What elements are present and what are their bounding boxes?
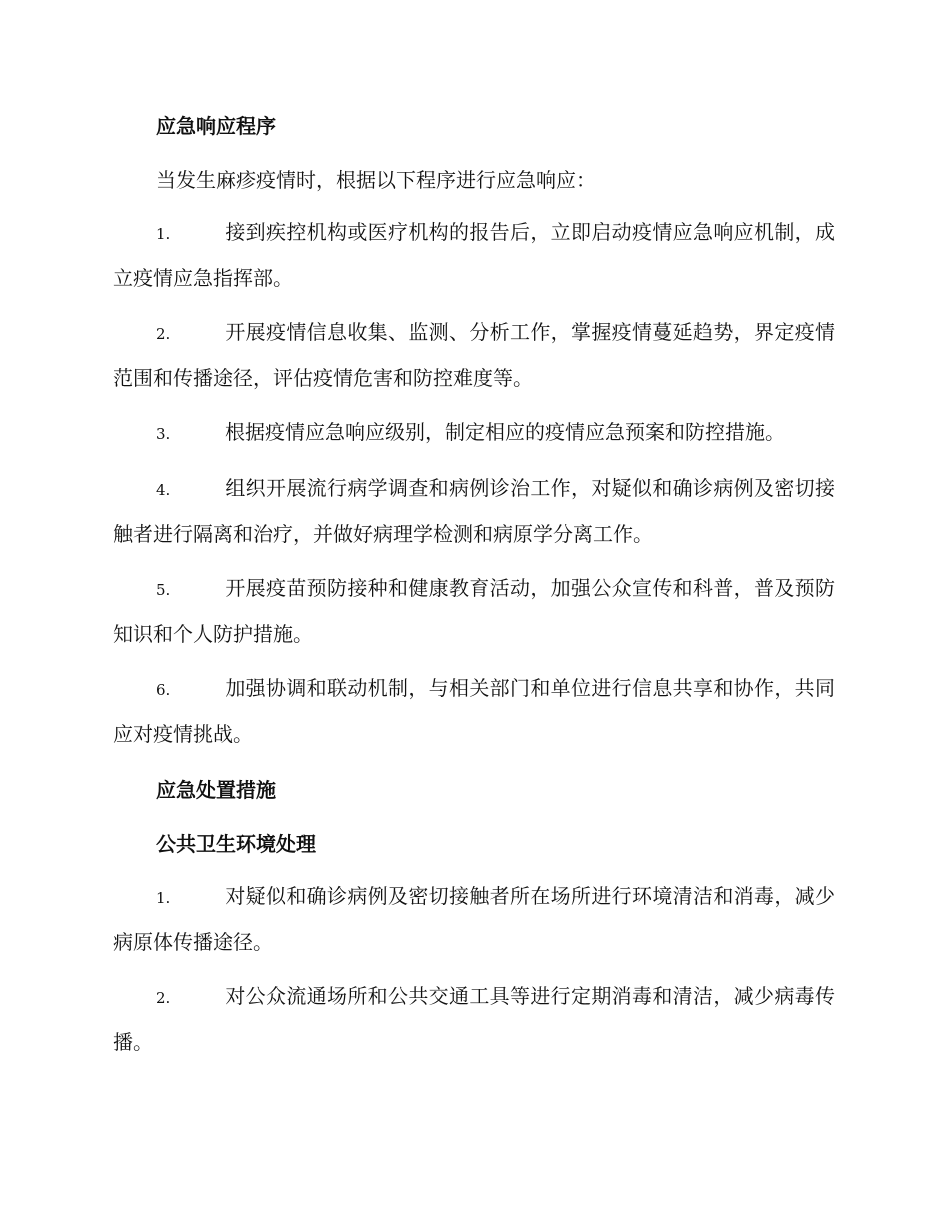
- list-item: [113, 874, 835, 964]
- list-item-number: 3.: [156, 425, 171, 443]
- list-item: [113, 666, 835, 756]
- list-item-text: 组织开展流行病学调查和病例诊治工作，对疑似和确诊病例及密切接触者进行隔离和治疗，并做好病理学检测和病原学分离工作。: [113, 476, 835, 546]
- list-item: [113, 466, 835, 556]
- list-item-number: 1.: [156, 889, 171, 907]
- list-item-text: 开展疫情信息收集、监测、分析工作，掌握疫情蔓延趋势，界定疫情范围和传播途径，评估疫情危害和防控难度等。: [113, 320, 835, 390]
- list-item-text: 根据疫情应急响应级别，制定相应的疫情应急预案和防控措施。: [225, 420, 785, 444]
- list-item-number: 2.: [156, 989, 171, 1007]
- list-item-number: 6.: [156, 681, 171, 699]
- list-item-text: 开展疫苗预防接种和健康教育活动，加强公众宣传和科普，普及预防知识和个人防护措施。: [113, 576, 835, 646]
- list-item-number: 4.: [156, 481, 171, 499]
- subsection-heading-environment: 公共卫生环境处理: [156, 832, 316, 856]
- list-item-text: 对疑似和确诊病例及密切接触者所在场所进行环境清洁和消毒，减少病原体传播途径。: [113, 884, 835, 954]
- document-body: [113, 102, 835, 1074]
- section-intro: 当发生麻疹疫情时，根据以下程序进行应急响应：: [156, 168, 596, 192]
- section-heading-emergency-response: 应急响应程序: [156, 114, 276, 138]
- list-item-number: 5.: [156, 581, 171, 599]
- list-item: [113, 566, 835, 656]
- list-item-text: 加强协调和联动机制，与相关部门和单位进行信息共享和协作，共同应对疫情挑战。: [113, 676, 835, 746]
- list-item-text: 接到疾控机构或医疗机构的报告后，立即启动疫情应急响应机制，成立疫情应急指挥部。: [113, 220, 835, 290]
- list-item: [113, 310, 835, 400]
- list-item: [113, 410, 835, 456]
- list-item-text: 对公众流通场所和公共交通工具等进行定期消毒和清洁，减少病毒传播。: [113, 984, 835, 1054]
- list-item-number: 1.: [156, 225, 171, 243]
- list-item-number: 2.: [156, 325, 171, 343]
- section-heading-emergency-measures: 应急处置措施: [156, 778, 276, 802]
- list-item: [113, 210, 835, 300]
- list-item: [113, 974, 835, 1064]
